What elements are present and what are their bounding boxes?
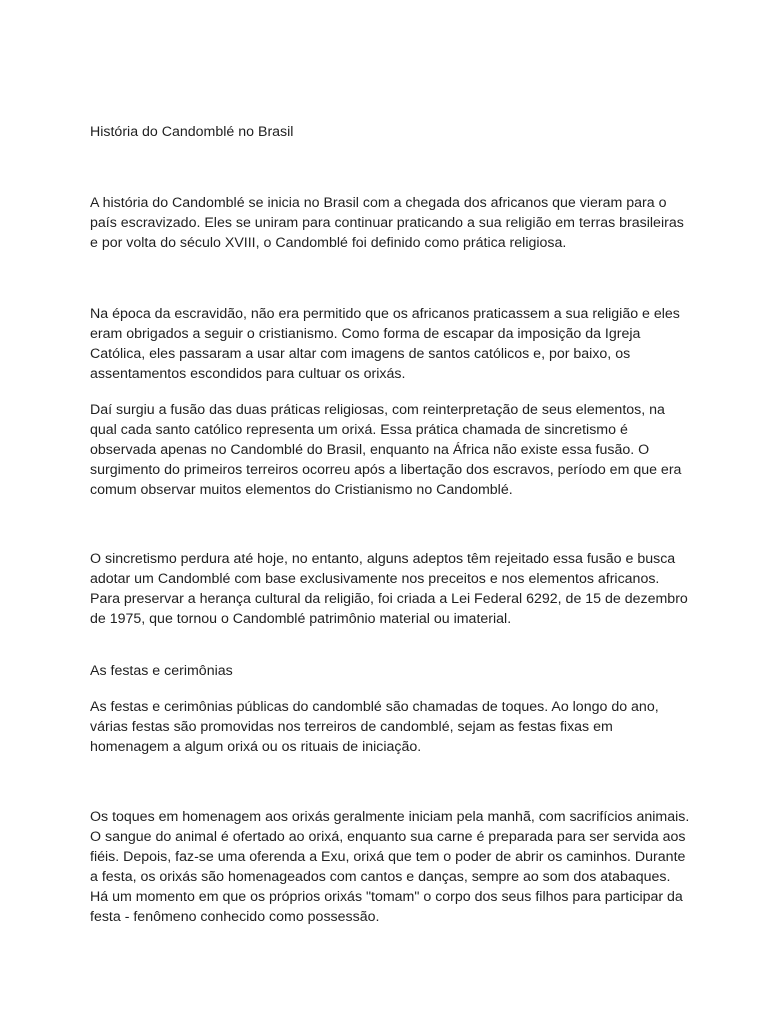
paragraph: A história do Candomblé se inicia no Brasil com a chegada dos africanos que vieram para o país escravizado. Eles se uniram para continuar praticando a sua religião em terras brasileiras e por volta do século XVIII, o Candomblé foi definido como prática religiosa. <box>90 195 684 251</box>
paragraph: O sincretismo perdura até hoje, no entanto, alguns adeptos têm rejeitado essa fusão e busca adotar um Candomblé com base exclusivamente nos preceitos e nos elementos africanos. Para preservar a herança cultural da religião, foi criada a Lei Federal 6292, de 15 de dezembro de 1975, que tornou o Candomblé patrimônio material ou imaterial. <box>90 551 688 627</box>
paragraph: Daí surgiu a fusão das duas práticas religiosas, com reinterpretação de seus elementos, na qual cada santo católico representa um orixá. Essa prática chamada de sincretismo é observada apenas no Candomblé do Brasil, enquanto na África não existe essa fusão. O surgimento do primeiros terreiros ocorreu após a libertação dos escravos, período em que era comum observar muitos elementos do Cristianismo no Candomblé. <box>90 402 682 498</box>
document-title: História do Candomblé no Brasil <box>90 124 294 140</box>
paragraph: As festas e cerimônias públicas do candomblé são chamadas de toques. Ao longo do ano, várias festas são promovidas nos terreiros de candomblé, sejam as festas fixas em homenagem a algum orixá ou os rituais de iniciação. <box>90 699 659 755</box>
paragraph: Os toques em homenagem aos orixás geralmente iniciam pela manhã, com sacrifícios animais. O sangue do animal é ofertado ao orixá, enquanto sua carne é preparada para ser servida aos fiéis. Depois, faz-se uma oferenda a Exu, orixá que tem o poder de abrir os caminhos. Durante a festa, os orixás são homenageados com cantos e danças, sempre ao som dos atabaques. Há um momento em que os próprios orixás "tomam" o corpo dos seus filhos para participar da festa - fenômeno conhecido como possessão. <box>90 809 690 925</box>
paragraph: Na época da escravidão, não era permitido que os africanos praticassem a sua religião e eles eram obrigados a seguir o cristianismo. Como forma de escapar da imposição da Igreja Católica, eles passaram a usar altar com imagens de santos católicos e, por baixo, os assentamentos escondidos para cultuar os orixás. <box>90 306 680 382</box>
document-page <box>90 122 690 927</box>
section-heading: As festas e cerimônias <box>90 663 233 679</box>
